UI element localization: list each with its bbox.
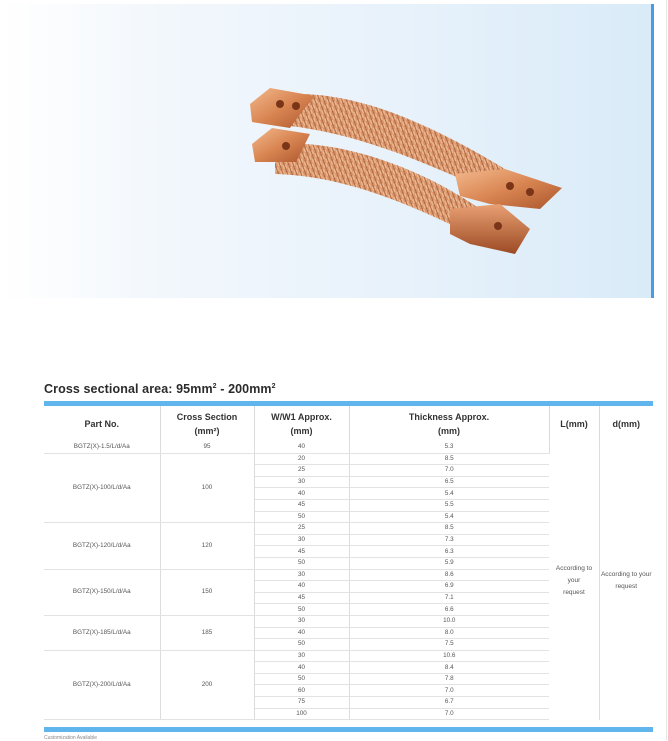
cross-section-cell: 150	[160, 569, 254, 615]
header-length: L(mm)	[549, 406, 599, 442]
thickness-cell: 7.1	[349, 592, 549, 604]
thickness-cell: 7.8	[349, 673, 549, 685]
thickness-cell: 10.6	[349, 650, 549, 662]
width-cell: 45	[254, 592, 349, 604]
diameter-note-line1: According to your	[600, 570, 652, 578]
thickness-cell: 8.6	[349, 569, 549, 581]
part-number-cell: BGTZ(X)-150/L/d/Aa	[44, 569, 160, 615]
length-note-line1: According to your	[555, 564, 593, 584]
diameter-note-line2: request	[615, 582, 638, 590]
width-cell: 20	[254, 453, 349, 465]
thickness-cell: 5.3	[349, 442, 549, 453]
width-cell: 30	[254, 615, 349, 627]
header-cross-section: Cross Section (mm²)	[160, 406, 254, 442]
hero-accent-edge	[651, 4, 654, 298]
copper-braided-connector-image	[0, 4, 651, 298]
header-width: W/W1 Approx. (mm)	[254, 406, 349, 442]
thickness-cell: 6.7	[349, 697, 549, 709]
thickness-cell: 6.9	[349, 581, 549, 593]
part-number-cell: BGTZ(X)-185/L/d/Aa	[44, 615, 160, 650]
width-cell: 25	[254, 523, 349, 535]
part-number-cell: BGTZ(X)-120/L/d/Aa	[44, 523, 160, 569]
thickness-cell: 5.4	[349, 488, 549, 500]
diameter-note-cell	[599, 442, 653, 720]
thickness-cell: 8.5	[349, 453, 549, 465]
width-cell: 30	[254, 650, 349, 662]
cross-section-cell: 95	[160, 442, 254, 453]
width-cell: 40	[254, 627, 349, 639]
width-cell: 50	[254, 511, 349, 523]
header-thickness: Thickness Approx. (mm)	[349, 406, 549, 442]
width-cell: 50	[254, 673, 349, 685]
thickness-cell: 5.4	[349, 511, 549, 523]
thickness-cell: 10.0	[349, 615, 549, 627]
footer-note: Customization Available	[44, 735, 97, 741]
length-note-line2: request	[563, 588, 585, 596]
thickness-cell: 5.5	[349, 499, 549, 511]
specification-table	[44, 406, 653, 720]
header-diameter: d(mm)	[612, 419, 640, 429]
cross-section-cell: 185	[160, 615, 254, 650]
cross-section-cell: 120	[160, 523, 254, 569]
width-cell: 45	[254, 499, 349, 511]
part-number-cell: BGTZ(X)-100/L/d/Aa	[44, 453, 160, 523]
width-cell: 60	[254, 685, 349, 697]
thickness-cell: 7.3	[349, 534, 549, 546]
table-header-row	[44, 406, 653, 442]
thickness-cell: 6.6	[349, 604, 549, 616]
thickness-cell: 6.3	[349, 546, 549, 558]
part-number-cell: BGTZ(X)-200/L/d/Aa	[44, 650, 160, 720]
width-cell: 50	[254, 557, 349, 569]
width-cell: 40	[254, 442, 349, 453]
width-cell: 100	[254, 708, 349, 720]
table-row	[44, 442, 653, 453]
cross-section-cell: 100	[160, 453, 254, 523]
width-cell: 40	[254, 662, 349, 674]
header-part-no: Part No.	[44, 406, 160, 442]
page-divider	[666, 0, 667, 740]
thickness-cell: 8.0	[349, 627, 549, 639]
width-cell: 40	[254, 581, 349, 593]
thickness-cell: 8.4	[349, 662, 549, 674]
width-cell: 50	[254, 639, 349, 651]
product-hero-banner	[0, 4, 651, 298]
section-title: Cross sectional area: $95mm^2 - 200mm^2$	[44, 382, 276, 396]
cross-section-cell: 200	[160, 650, 254, 720]
thickness-cell: 8.5	[349, 523, 549, 535]
thickness-cell: 7.0	[349, 685, 549, 697]
width-cell: 25	[254, 465, 349, 477]
thickness-cell: 5.9	[349, 557, 549, 569]
width-cell: 30	[254, 569, 349, 581]
width-cell: 45	[254, 546, 349, 558]
thickness-cell: 7.0	[349, 465, 549, 477]
thickness-cell: 7.0	[349, 708, 549, 720]
width-cell: 30	[254, 534, 349, 546]
thickness-cell: 6.5	[349, 476, 549, 488]
width-cell: 40	[254, 488, 349, 500]
width-cell: 75	[254, 697, 349, 709]
width-cell: 50	[254, 604, 349, 616]
part-number-cell: BGTZ(X)-1.5/L/d/Aa	[44, 442, 160, 453]
table-bottom-bar	[44, 727, 653, 732]
length-note-cell	[549, 442, 599, 720]
thickness-cell: 7.5	[349, 639, 549, 651]
width-cell: 30	[254, 476, 349, 488]
